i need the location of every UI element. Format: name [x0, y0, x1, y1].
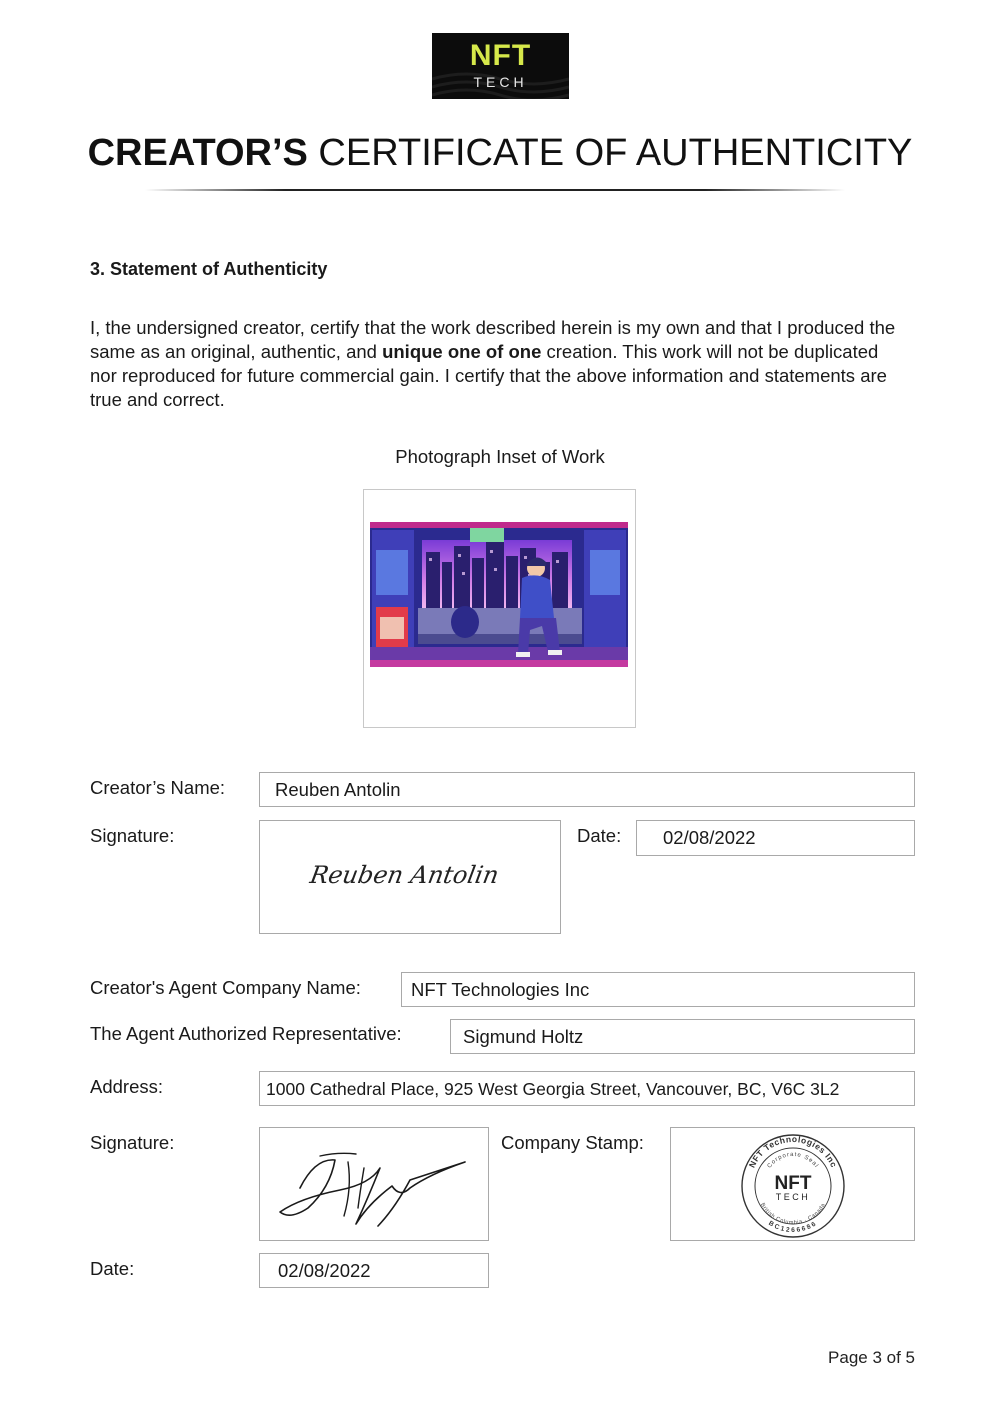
seal-company-text: NFT Technologies Inc: [746, 1133, 840, 1170]
agent-date-label: Date:: [90, 1258, 135, 1279]
creator-name-field[interactable]: Reuben Antolin: [259, 772, 915, 807]
agent-signature-box[interactable]: [259, 1127, 489, 1241]
creator-signature-box[interactable]: [259, 820, 561, 934]
logo-nft-text: NFT: [469, 39, 532, 72]
corporate-seal: [671, 1128, 914, 1240]
authenticity-statement: [90, 316, 910, 412]
section-heading: 3. Statement of Authenticity: [90, 259, 328, 279]
address-label: Address:: [90, 1076, 164, 1097]
agent-date-field[interactable]: 02/08/2022: [259, 1253, 489, 1288]
company-stamp-box[interactable]: [670, 1127, 915, 1241]
title-bold: CREATOR’S: [87, 132, 308, 174]
inset-caption: Photograph Inset of Work: [395, 446, 605, 467]
title-divider: [145, 189, 845, 191]
statement-bold: unique one of one: [382, 341, 542, 362]
agent-handwritten-signature: [260, 1128, 488, 1240]
agent-company-field[interactable]: NFT Technologies Inc: [401, 972, 915, 1007]
statement-before: I, the undersigned creator, certify that the work described herein is my own and that I produced the same as an original, authentic, and: [90, 317, 896, 362]
address-field[interactable]: 1000 Cathedral Place, 925 West Georgia Street, Vancouver, BC, V6C 3L2: [259, 1071, 915, 1106]
agent-signature-label: Signature:: [90, 1132, 175, 1153]
company-stamp-label: Company Stamp:: [501, 1132, 644, 1153]
agent-rep-label: The Agent Authorized Representative:: [90, 1023, 402, 1044]
title-rest: CERTIFICATE OF AUTHENTICITY: [307, 132, 913, 174]
creator-date-label: Date:: [577, 825, 622, 846]
seal-logo-tech: TECH: [775, 1192, 811, 1202]
creator-name-label: Creator’s Name:: [90, 777, 226, 798]
svg-text:Corporate Seal: [767, 1152, 820, 1170]
page-number: Page 3 of 5: [828, 1348, 915, 1367]
nft-tech-logo: [432, 33, 569, 99]
agent-rep-field[interactable]: Sigmund Holtz: [450, 1019, 915, 1054]
artwork-photo: [370, 522, 628, 667]
seal-inner-text: Corporate Seal: [766, 1151, 820, 1170]
statement-after: creation. This work will not be duplicated nor reproduced for future commercial gain. I certify that the above information and statements are true and correct.: [90, 341, 887, 410]
creator-handwritten-signature: [260, 821, 560, 933]
creator-signature-script: Reuben Antolin: [308, 861, 501, 889]
creator-signature-label: Signature:: [90, 825, 175, 846]
seal-number-text: BC1266686: [767, 1219, 819, 1235]
seal-location-text: British Columbia · Canada: [759, 1202, 827, 1227]
page-title: [0, 130, 1000, 176]
creator-date-field[interactable]: 02/08/2022: [636, 820, 915, 856]
agent-company-label: Creator's Agent Company Name:: [90, 977, 361, 998]
seal-logo-nft: NFT: [774, 1173, 812, 1194]
svg-text:NFT Technologies Inc: [747, 1134, 840, 1169]
logo-tech-text: TECH: [473, 74, 528, 90]
